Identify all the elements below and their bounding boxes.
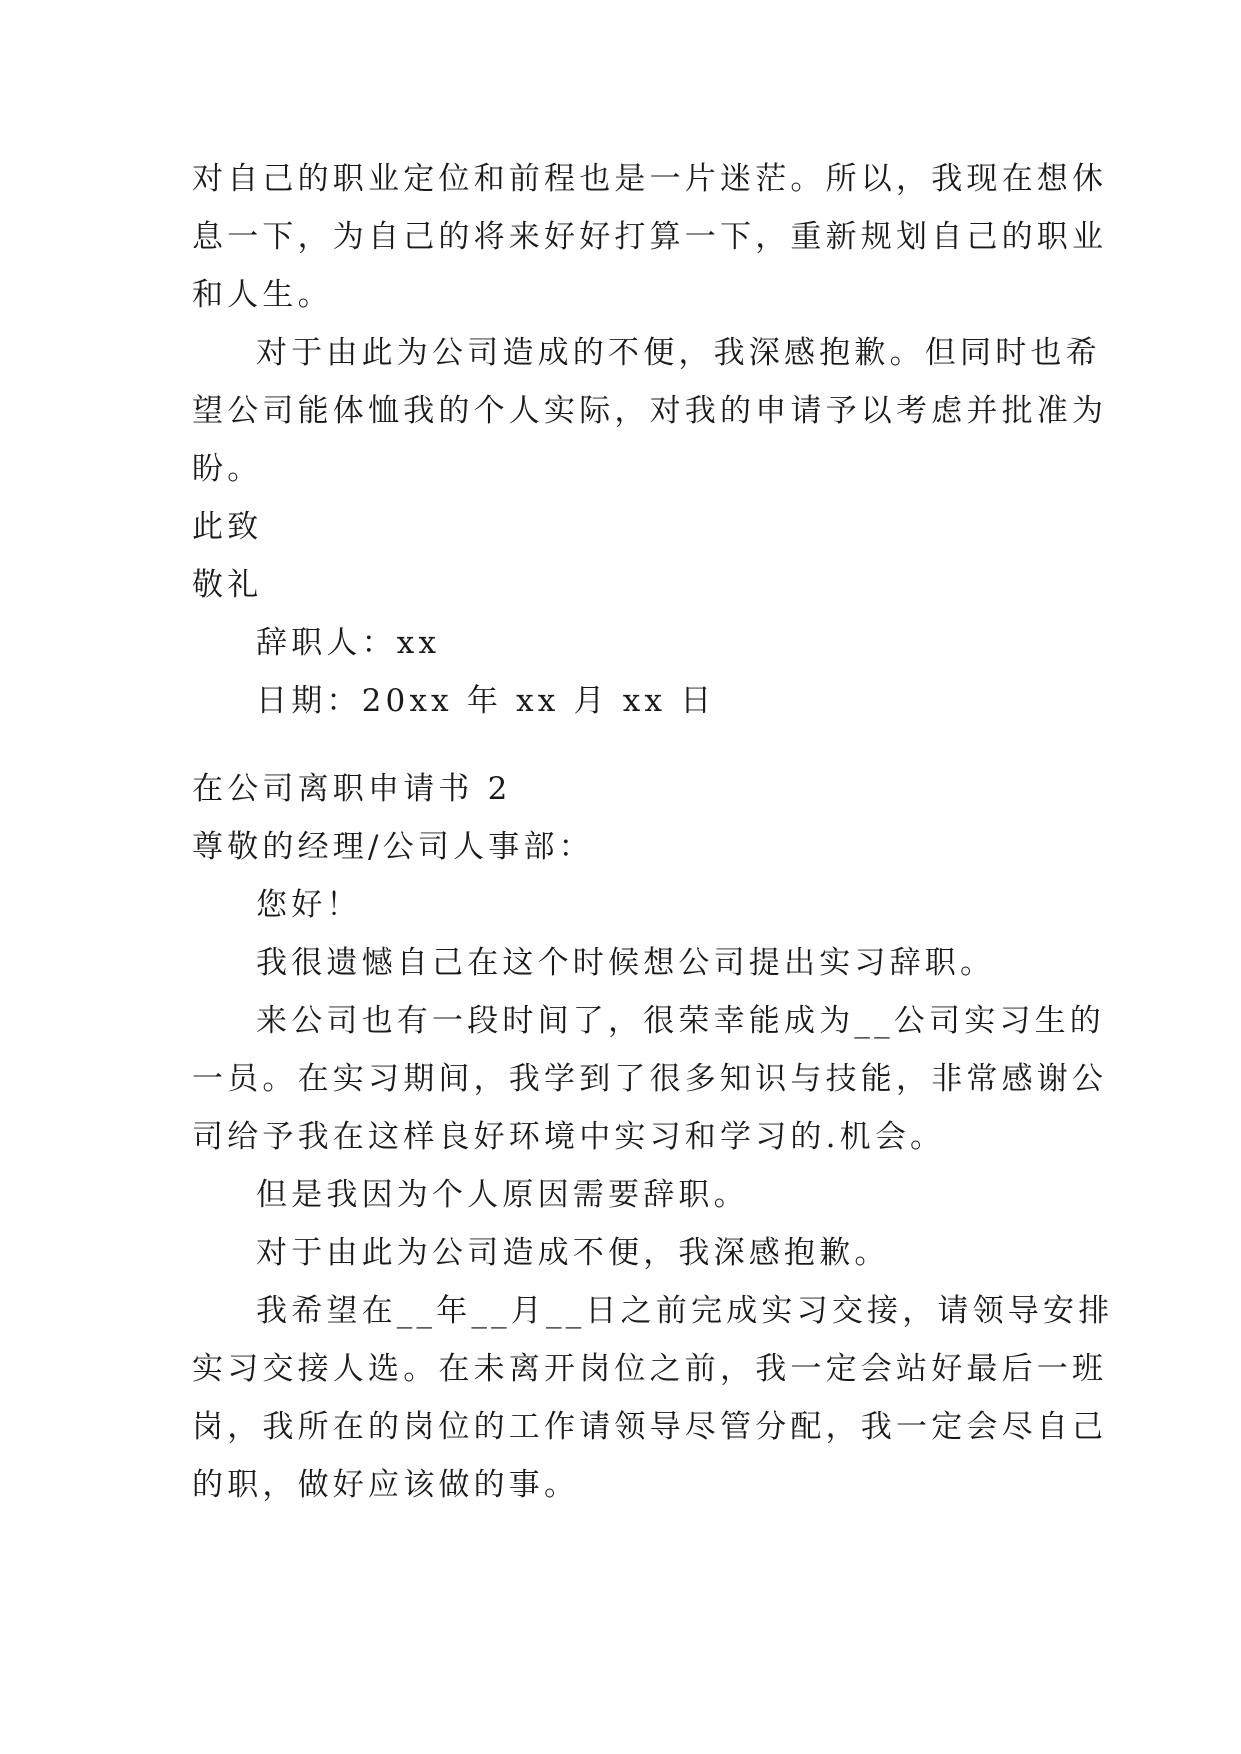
text-line: 对于由此为公司造成的不便，我深感抱歉。但同时也希 <box>256 335 1101 371</box>
signature-date: 日期：20xx 年 xx 月 xx 日 <box>256 683 716 719</box>
recipient-line: 尊敬的经理/公司人事部： <box>192 829 594 865</box>
text-line: 望公司能体恤我的个人实际，对我的申请予以考虑并批准为 <box>192 393 1108 429</box>
text-line: 的职，做好应该做的事。 <box>192 1467 580 1503</box>
text-line: 实习交接人选。在未离开岗位之前，我一定会站好最后一班 <box>192 1351 1108 1387</box>
text-line: 一员。在实习期间，我学到了很多知识与技能，非常感谢公 <box>192 1061 1108 1097</box>
salutation-line: 此致 <box>192 509 263 545</box>
text-line: 对于由此为公司造成不便，我深感抱歉。 <box>256 1235 890 1271</box>
salutation-line: 敬礼 <box>192 567 263 603</box>
letter-one-closing <box>192 150 1108 730</box>
text-line: 盼。 <box>192 451 263 487</box>
text-line: 岗，我所在的岗位的工作请领导尽管分配，我一定会尽自己 <box>192 1409 1108 1445</box>
text-line: 对自己的职业定位和前程也是一片迷茫。所以，我现在想休 <box>192 161 1108 197</box>
text-line: 但是我因为个人原因需要辞职。 <box>256 1177 749 1213</box>
text-line: 来公司也有一段时间了，很荣幸能成为__公司实习生的 <box>256 1003 1105 1039</box>
greeting-line: 您好！ <box>256 887 362 923</box>
text-line: 息一下，为自己的将来好好打算一下，重新规划自己的职业 <box>192 219 1108 255</box>
text-line: 和人生。 <box>192 277 333 313</box>
signature-name: 辞职人：xx <box>256 625 441 661</box>
text-line: 我很遗憾自己在这个时候想公司提出实习辞职。 <box>256 945 996 981</box>
text-line: 我希望在__年__月__日之前完成实习交接，请领导安排 <box>256 1293 1114 1329</box>
text-line: 司给予我在这样良好环境中实习和学习的.机会。 <box>192 1119 946 1155</box>
letter-two <box>192 760 1114 1514</box>
document-heading: 在公司离职申请书 2 <box>192 771 512 807</box>
